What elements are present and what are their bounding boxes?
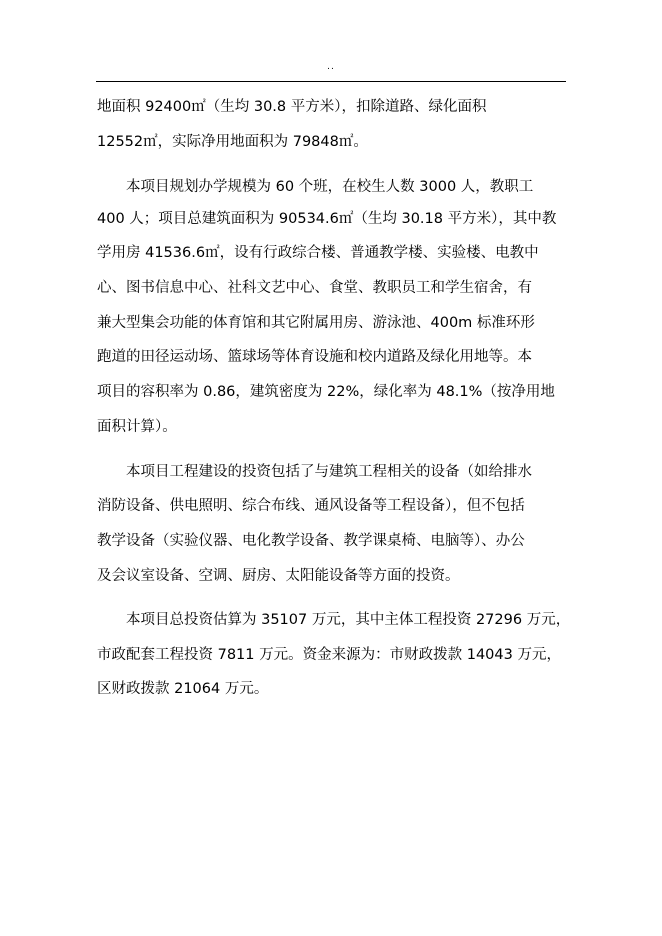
body-text-line: 地面积 92400㎡（生均 30.8 平方米），扣除道路、绿化面积: [97, 99, 487, 115]
page-header-mark: ..: [327, 62, 335, 72]
body-text-line: 跑道的田径运动场、篮球场等体育设施和校内道路及绿化用地等。本: [97, 349, 532, 365]
body-text-line: 及会议室设备、空调、厨房、太阳能设备等方面的投资。: [97, 568, 460, 584]
body-text-line: 项目的容积率为 0.86，建筑密度为 22%，绿化率为 48.1%（按净用地: [97, 384, 555, 400]
body-text-line: 本项目规划办学规模为 60 个班，在校生人数 3000 人，教职工: [126, 179, 534, 195]
body-text-line: 400 人；项目总建筑面积为 90534.6㎡（生均 30.18 平方米），其中教: [97, 211, 557, 227]
header-divider: [96, 81, 566, 82]
body-text-line: 市政配套工程投资 7811 万元。资金来源为：市财政拨款 14043 万元，: [97, 647, 561, 663]
body-text-line: 学用房 41536.6㎡，设有行政综合楼、普通教学楼、实验楼、电教中: [97, 245, 539, 261]
body-text-line: 消防设备、供电照明、综合布线、通风设备等工程设备），但不包括: [97, 498, 525, 514]
body-text-line: 区财政拨款 21064 万元。: [97, 681, 269, 697]
body-text-line: 本项目工程建设的投资包括了与建筑工程相关的设备（如给排水: [126, 464, 532, 480]
body-text-line: 12552㎡，实际净用地面积为 79848㎡。: [97, 134, 368, 150]
body-text-line: 教学设备（实验仪器、电化教学设备、教学课桌椅、电脑等）、办公: [97, 533, 525, 549]
body-text-line: 面积计算）。: [97, 419, 177, 435]
body-text-line: 兼大型集会功能的体育馆和其它附属用房、游泳池、400m 标准环形: [97, 315, 535, 331]
body-text-line: 本项目总投资估算为 35107 万元，其中主体工程投资 27296 万元，: [126, 612, 571, 628]
body-text-line: 心、图书信息中心、社科文艺中心、食堂、教职员工和学生宿舍，有: [97, 280, 532, 296]
